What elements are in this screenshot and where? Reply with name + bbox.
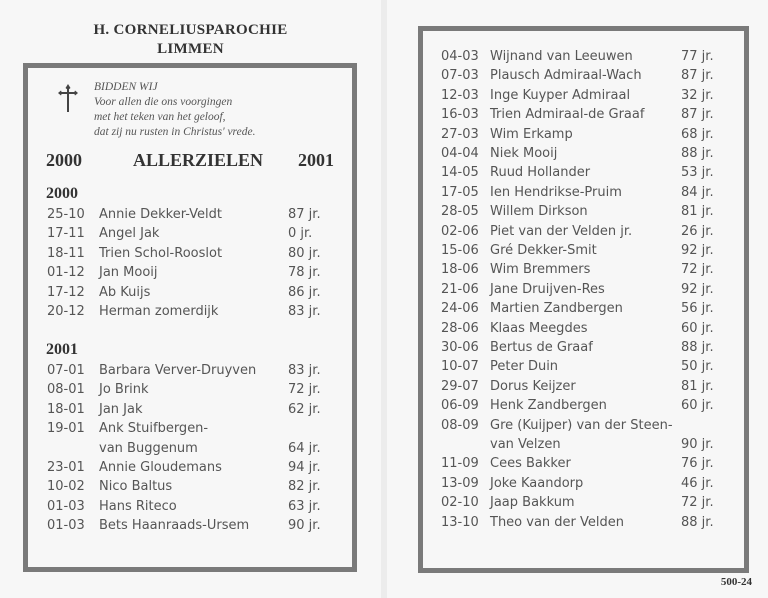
entry-age: 90 jr. (681, 437, 714, 452)
entry-date: 10-07 (441, 359, 479, 375)
list-item (423, 224, 744, 243)
entry-name: Joke Kaandorp (490, 475, 584, 491)
entry-date: 29-07 (441, 378, 479, 394)
list-item (423, 107, 744, 126)
entry-age: 83 jr. (288, 304, 321, 319)
title-row (46, 150, 334, 174)
entry-age: 72 jr. (681, 262, 714, 278)
entry-name: Ank Stuifbergen- (99, 421, 209, 437)
entry-age: 88 jr. (681, 340, 714, 355)
entry-age: 50 jr. (681, 359, 714, 375)
entry-date: 24-06 (441, 301, 479, 317)
section-heading-2000: 2000 (46, 185, 78, 202)
entry-name: Gre (Kuijper) van der Steen- (490, 417, 673, 433)
entry-name: Annie Dekker-Veldt (99, 207, 222, 222)
entry-name: Barbara Verver-Druyven (99, 363, 257, 378)
list-item (423, 437, 744, 456)
entry-name: Trien Schol-Rooslot (99, 245, 223, 261)
entry-name: van Buggenum (99, 440, 198, 456)
entry-age: 60 jr. (681, 398, 714, 414)
entry-name: Angel Jak (99, 226, 160, 242)
list-item (423, 88, 744, 107)
page-number: 500-24 (720, 576, 752, 588)
list-item (28, 246, 352, 265)
entry-name: Jan Mooij (99, 265, 158, 281)
entry-date: 08-09 (441, 417, 479, 433)
prayer-line: Voor allen die ons voorgingen (94, 96, 233, 108)
list-item (423, 515, 744, 534)
entry-date: 08-01 (47, 382, 85, 398)
entry-age: 0 jr. (288, 226, 313, 242)
list-item (423, 282, 744, 301)
entry-age: 86 jr. (288, 284, 321, 300)
prayer-line: met het teken van het geloof, (94, 111, 226, 123)
entry-date: 11-09 (441, 456, 479, 472)
entry-name: Jane Druijven-Res (490, 281, 605, 297)
entry-age: 64 jr. (288, 440, 321, 456)
entry-age: 77 jr. (681, 49, 714, 64)
entry-age: 62 jr. (288, 401, 321, 417)
entry-name: Klaas Meegdes (490, 320, 588, 336)
list-item (423, 359, 744, 378)
entry-date: 02-06 (441, 223, 479, 239)
entry-date: 18-11 (47, 245, 85, 261)
section-heading-2001: 2001 (46, 341, 78, 358)
entry-name: Annie Gloudemans (99, 460, 222, 475)
list-item (28, 499, 352, 518)
entry-date: 14-05 (441, 165, 479, 181)
list-item (423, 321, 744, 340)
entry-date: 20-12 (47, 304, 85, 319)
list-item (28, 402, 352, 421)
entry-name: Niek Mooij (490, 146, 558, 161)
entry-date: 06-09 (441, 398, 479, 414)
entry-name: Peter Duin (490, 359, 559, 375)
title-year-start: 2000 (46, 150, 82, 170)
list-item (423, 68, 744, 87)
entry-date: 10-02 (47, 479, 85, 495)
list-item (423, 243, 744, 262)
list-item (28, 479, 352, 498)
list-item (28, 382, 352, 401)
right-frame (418, 26, 749, 573)
entry-name: Wijnand van Leeuwen (490, 49, 633, 64)
entry-date: 16-03 (441, 107, 479, 123)
list-item (423, 185, 744, 204)
entry-name: Plausch Admiraal-Wach (490, 68, 642, 84)
entry-name: Herman zomerdijk (99, 304, 219, 319)
list-item (28, 207, 352, 226)
entry-age: 84 jr. (681, 184, 714, 200)
entry-name: Nico Baltus (99, 479, 173, 495)
entry-name: Cees Bakker (490, 456, 571, 472)
list-item (423, 418, 744, 437)
entry-date: 01-03 (47, 518, 85, 534)
entry-age: 26 jr. (681, 223, 714, 239)
list-item (28, 226, 352, 245)
entry-age: 87 jr. (681, 68, 714, 84)
entry-name: Trien Admiraal-de Graaf (490, 107, 645, 123)
entry-age: 88 jr. (681, 514, 714, 530)
entry-date: 25-10 (47, 207, 85, 222)
entry-name: Jo Brink (99, 382, 149, 398)
entry-age: 92 jr. (681, 281, 714, 297)
left-page (0, 0, 381, 598)
entry-date: 28-05 (441, 204, 479, 220)
entry-name: van Velzen (490, 437, 561, 452)
left-frame (23, 63, 357, 572)
entry-name: Henk Zandbergen (490, 398, 607, 414)
entry-age: 94 jr. (288, 460, 321, 475)
entry-date: 13-10 (441, 514, 479, 530)
list-item (423, 476, 744, 495)
entry-age: 76 jr. (681, 456, 714, 472)
entry-age: 46 jr. (681, 475, 714, 491)
entry-age: 88 jr. (681, 146, 714, 161)
entry-age: 87 jr. (288, 207, 321, 222)
entry-age: 60 jr. (681, 320, 714, 336)
entry-date: 02-10 (441, 495, 479, 511)
entry-age: 78 jr. (288, 265, 321, 281)
list-item (423, 398, 744, 417)
entry-date: 01-03 (47, 498, 85, 514)
entry-age: 72 jr. (288, 382, 321, 398)
list-item (423, 456, 744, 475)
entry-name: Hans Riteco (99, 498, 177, 514)
list-item (423, 127, 744, 146)
entry-name: Martien Zandbergen (490, 301, 623, 317)
entry-date: 21-06 (441, 281, 479, 297)
cross-icon (56, 84, 80, 114)
title-year-end: 2001 (298, 150, 334, 170)
entry-name: Wim Bremmers (490, 262, 591, 278)
list-item (28, 265, 352, 284)
entry-date: 17-11 (47, 226, 85, 242)
entry-name: Bertus de Graaf (490, 340, 593, 355)
list-item (28, 363, 352, 382)
list-item (28, 460, 352, 479)
list-item (423, 379, 744, 398)
entry-date: 15-06 (441, 243, 479, 258)
prayer-line: BIDDEN WIJ (94, 81, 158, 93)
entry-name: Piet van der Velden jr. (490, 223, 633, 239)
list-item (28, 285, 352, 304)
entry-name: Willem Dirkson (490, 204, 588, 220)
list-item (423, 146, 744, 165)
entry-date: 19-01 (47, 421, 85, 437)
entry-age: 80 jr. (288, 245, 321, 261)
entry-date: 12-03 (441, 87, 479, 103)
entry-date: 17-05 (441, 184, 479, 200)
entry-name: Wim Erkamp (490, 126, 573, 142)
entry-name: Ab Kuijs (99, 284, 151, 300)
entry-age: 87 jr. (681, 107, 714, 123)
entry-date: 23-01 (47, 460, 85, 475)
entry-date: 17-12 (47, 284, 85, 300)
entry-date: 04-04 (441, 146, 479, 161)
entry-name: Jan Jak (99, 401, 143, 417)
entry-date: 30-06 (441, 340, 479, 355)
entry-age: 81 jr. (681, 204, 714, 220)
title-text: ALLERZIELEN (133, 150, 264, 170)
entry-age: 81 jr. (681, 378, 714, 394)
entry-name: Gré Dekker-Smit (490, 243, 597, 258)
entry-date: 27-03 (441, 126, 479, 142)
entry-date: 04-03 (441, 49, 479, 64)
entry-name: Dorus Keijzer (490, 378, 576, 394)
list-item (28, 518, 352, 537)
entry-age: 82 jr. (288, 479, 321, 495)
entry-age: 56 jr. (681, 301, 714, 317)
entry-name: Jaap Bakkum (490, 495, 575, 511)
list-item (423, 262, 744, 281)
prayer-line: dat zij nu rusten in Christus' vrede. (94, 126, 256, 138)
entry-name: Ien Hendrikse-Pruim (490, 184, 622, 200)
list-item (423, 340, 744, 359)
entry-age: 68 jr. (681, 126, 714, 142)
entry-name: Bets Haanraads-Ursem (99, 518, 250, 534)
entry-name: Ruud Hollander (490, 165, 591, 181)
entry-age: 90 jr. (288, 518, 321, 534)
list-item (423, 165, 744, 184)
entry-age: 92 jr. (681, 243, 714, 258)
entry-date: 13-09 (441, 475, 479, 491)
list-item (28, 421, 352, 440)
entry-date: 18-01 (47, 401, 85, 417)
list-item (423, 301, 744, 320)
prayer-text (94, 80, 255, 140)
parish-name: H. CORNELIUSPAROCHIE (93, 22, 288, 38)
list-item (423, 495, 744, 514)
entry-age: 83 jr. (288, 363, 321, 378)
entry-date: 28-06 (441, 320, 479, 336)
list-item (423, 49, 744, 68)
entry-date: 01-12 (47, 265, 85, 281)
entry-age: 63 jr. (288, 498, 321, 514)
entry-date: 18-06 (441, 262, 479, 278)
entry-name: Theo van der Velden (490, 514, 625, 530)
entry-age: 72 jr. (681, 495, 714, 511)
entry-name: Inge Kuyper Admiraal (490, 87, 631, 103)
list-item (28, 441, 352, 460)
list-item (423, 204, 744, 223)
list-item (28, 304, 352, 323)
entry-age: 53 jr. (681, 165, 714, 181)
entry-date: 07-01 (47, 363, 85, 378)
entry-age: 32 jr. (681, 87, 714, 103)
entry-date: 07-03 (441, 68, 479, 84)
parish-location: LIMMEN (157, 41, 224, 57)
